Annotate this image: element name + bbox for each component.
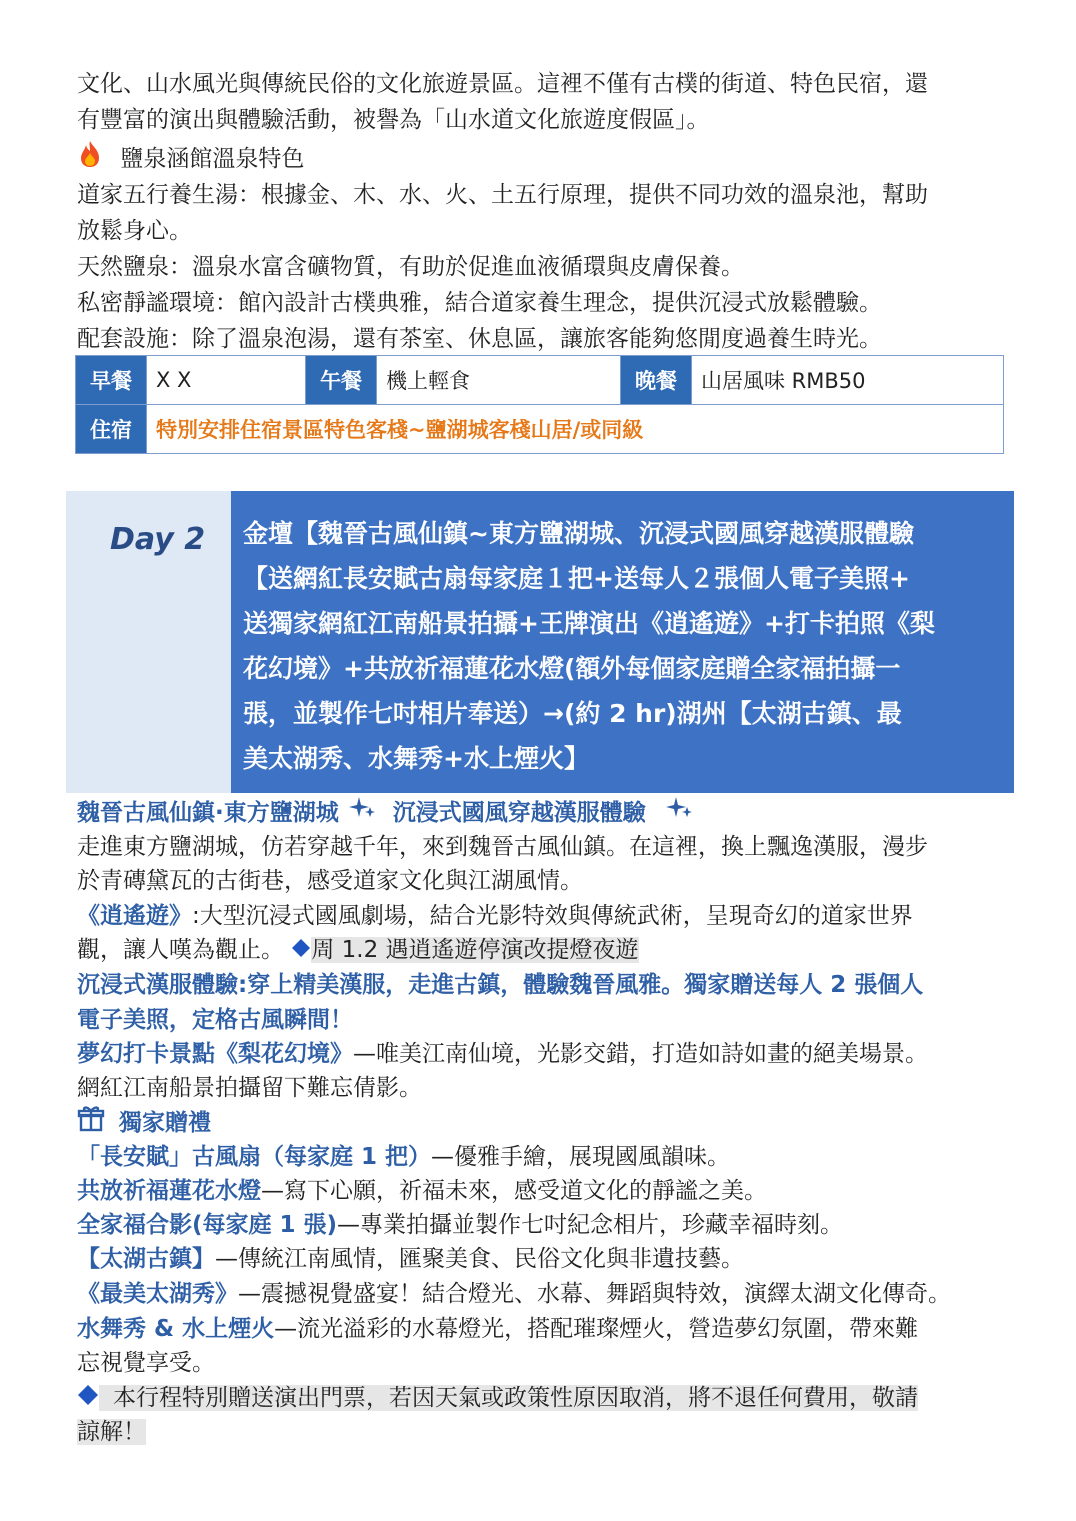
gift-item-text: —優雅手繪，展現國風韻味。 [431,1144,731,1170]
lunch-value: 機上輕食 [377,356,621,405]
paragraph-line [77,898,913,934]
section-heading [77,795,694,832]
day-title-line: 【送網紅長安賦古扇每家庭１把+送每人２張個人電子美照+ [243,564,910,593]
hot-spring-line: 配套設施：除了溫泉泡湯，還有茶室、休息區，讓旅客能夠悠閒度過養生時光。 [77,326,882,352]
intro-line-2: 有豐富的演出與體驗活動，被譽為「山水道文化旅遊度假區」。 [77,107,710,133]
sparkle-icon [664,795,694,832]
paragraph-line: 沉浸式漢服體驗:穿上精美漢服，走進古鎮，體驗魏晉風雅。獨家贈送每人 2 張個人 [77,972,924,998]
hot-spring-heading [77,140,304,179]
diamond-icon [291,933,311,969]
gift-item-text: —傳統江南風情，匯聚美食、民俗文化與非遺技藝。 [215,1246,744,1272]
gift-item [77,1139,730,1175]
day-label: Day 2 [110,522,206,557]
paragraph-line: 電子美照，定格古風瞬間！ [77,1007,353,1033]
notice [77,1380,918,1417]
sparkle-icon [347,795,377,832]
gift-item-text: —流光溢彩的水幕燈光，搭配璀璨煙火，營造夢幻氛圍，帶來難 [274,1316,919,1342]
show-description-end: 觀，讓人嘆為觀止。 [77,937,284,963]
gift-item [77,1173,767,1209]
paragraph-line [77,932,639,969]
hot-spring-line: 道家五行養生湯：根據金、木、水、火、土五行原理，提供不同功效的溫泉池，幫助 [77,182,928,208]
day-title-line: 張，並製作七吋相片奉送）→(約 2 hr)湖州【太湖古鎮、最 [243,699,902,728]
gift-item-title: 共放祈福蓮花水燈 [77,1178,261,1204]
show-description: :大型沉浸式國風劇場，結合光影特效與傳統武術，呈現奇幻的道家世界 [192,903,913,929]
gift-item-title: 「長安賦」古風扇（每家庭 1 把） [77,1144,432,1170]
meals-table [75,355,1004,454]
lunch-label: 午餐 [306,356,377,405]
gift-icon [77,1104,105,1143]
gift-item-text: —寫下心願，祈福未來，感受道文化的靜謐之美。 [261,1178,767,1204]
intro-line-1: 文化、山水風光與傳統民俗的文化旅遊景區。這裡不僅有古樸的街道、特色民宿，還 [77,71,928,97]
breakfast-value: X X [147,356,306,405]
gift-item [77,1311,918,1347]
show-name: 《逍遙遊》 [77,903,192,929]
gift-heading [77,1104,211,1143]
hot-spring-heading-text: 鹽泉涵館溫泉特色 [120,146,305,172]
paragraph-line: 於青磚黛瓦的古街巷，感受道家文化與江湖風情。 [77,868,583,894]
notice-text: 諒解！ [77,1419,146,1445]
photo-spot-name: 夢幻打卡景點《梨花幻境》 [77,1041,353,1067]
hot-spring-line: 私密靜謐環境：館內設計古樸典雅，結合道家養生理念，提供沉浸式放鬆體驗。 [77,290,882,316]
gift-item-text: —專業拍攝並製作七吋紀念相片，珍藏幸福時刻。 [337,1212,844,1238]
gift-item-text: —震撼視覺盛宴！結合燈光、水幕、舞蹈與特效，演繹太湖文化傳奇。 [238,1281,951,1307]
section-heading-b: 沉浸式國風穿越漢服體驗 [392,800,646,826]
gift-item [77,1276,951,1312]
day-title-line: 美太湖秀、水舞秀+水上煙火】 [243,744,589,773]
gift-heading-text: 獨家贈禮 [119,1110,212,1136]
lodging-value: 特別安排住宿景區特色客棧~鹽湖城客棧山居/或同級 [147,405,1004,454]
paragraph-line: 網紅江南船景拍攝留下難忘倩影。 [77,1075,422,1101]
fire-icon [77,140,103,179]
day-title-line: 送獨家網紅江南船景拍攝+王牌演出《逍遙遊》+打卡拍照《梨 [243,609,935,638]
paragraph-line: 忘視覺享受。 [77,1350,215,1376]
dinner-label: 晚餐 [621,356,692,405]
diamond-icon [77,1381,99,1417]
gift-item-title: 水舞秀 & 水上煙火 [77,1316,275,1342]
gift-item [77,1207,843,1243]
paragraph-line: 走進東方鹽湖城，仿若穿越千年，來到魏晉古風仙鎮。在這裡，換上飄逸漢服，漫步 [77,834,928,860]
photo-spot-description: —唯美江南仙境，光影交錯，打造如詩如畫的絕美場景。 [353,1041,928,1067]
hot-spring-line: 天然鹽泉：溫泉水富含礦物質，有助於促進血液循環與皮膚保養。 [77,254,744,280]
breakfast-label: 早餐 [76,356,147,405]
day-title-line: 金壇【魏晉古風仙鎮~東方鹽湖城、沉浸式國風穿越漢服體驗 [243,519,914,548]
gift-item-title: 《最美太湖秀》 [77,1281,238,1307]
paragraph-line [77,1036,928,1072]
gift-item [77,1241,744,1277]
hot-spring-line: 放鬆身心。 [77,218,192,244]
day-title-line: 花幻境》+共放祈福蓮花水燈(額外每個家庭贈全家福拍攝一 [243,654,901,683]
schedule-note: 周 1.2 遇逍遙遊停演改提燈夜遊 [311,937,639,963]
dinner-value: 山居風味 RMB50 [692,356,1004,405]
section-heading-a: 魏晉古風仙鎮·東方鹽湖城 [77,800,339,826]
notice-text: 本行程特別贈送演出門票，若因天氣或政策性原因取消，將不退任何費用，敬請 [99,1385,918,1411]
gift-item-title: 【太湖古鎮】 [77,1246,215,1272]
notice-end [77,1414,146,1450]
lodging-label: 住宿 [76,405,147,454]
gift-item-title: 全家福合影(每家庭 1 張) [77,1212,338,1238]
